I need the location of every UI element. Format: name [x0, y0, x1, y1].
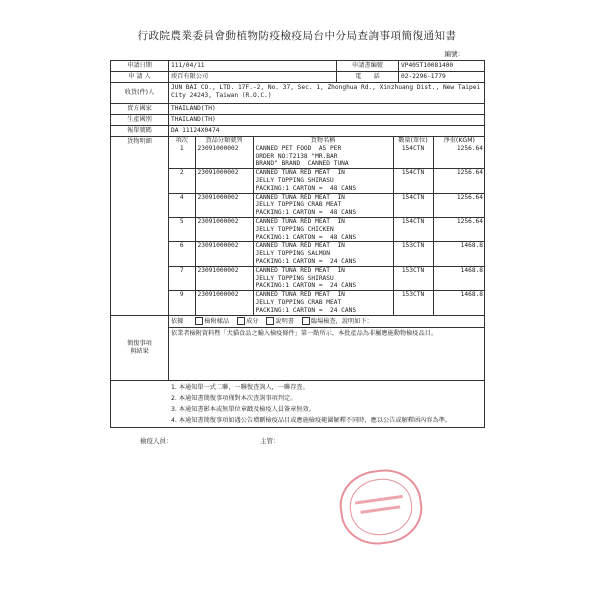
goods-item-no: 6: [169, 242, 195, 266]
goods-qty: 154CTN: [393, 169, 433, 193]
value-origin: THAILAND(TH): [169, 115, 485, 126]
goods-name: [253, 193, 393, 217]
goods-name-line: JELLY TOPPING CHICKEN: [255, 225, 334, 233]
goods-item-no: 1: [169, 145, 195, 169]
note-item: 4. 本通知書簡復事項如遇公告增刪檢疫品目或應施檢疫範圍解釋不同時，應以公告或解釋函內容為準。: [171, 416, 452, 424]
signature-line: [110, 436, 484, 446]
goods-name-line: PACKING:1 CARTON = 24 CANS: [255, 257, 357, 265]
header-goods-name: 貨物名稱: [253, 137, 393, 145]
label-tel: 電 話: [337, 72, 399, 83]
serial-label: 編號：: [444, 50, 464, 58]
row-applicant: [111, 72, 485, 83]
goods-item-no: 2: [169, 169, 195, 193]
goods-table: [169, 137, 485, 315]
goods-header-row: [169, 137, 485, 145]
label-reply: 簡復事項 與結果: [111, 315, 169, 380]
goods-name-line: CANNED TUNA RED MEAT IN: [255, 242, 345, 250]
option-ingredient: 成分: [246, 317, 259, 325]
goods-net-weight: 1256.64: [433, 217, 485, 241]
goods-name-line: BRAND" BRAND CANNED TUNA: [255, 160, 349, 168]
row-seller-country: [111, 104, 485, 115]
goods-name-line: CANNED TUNA RED MEAT IN: [255, 266, 345, 274]
goods-net-weight: 1468.8: [433, 266, 485, 290]
row-reply: [111, 315, 485, 380]
goods-name: [253, 169, 393, 193]
notes-section: [111, 380, 485, 427]
checkbox-sample[interactable]: [195, 317, 203, 325]
notification-document: [110, 28, 484, 446]
label-origin: 生產國別: [111, 115, 169, 126]
goods-qty: 154CTN: [393, 145, 433, 169]
value-applicant: 竣百有限公司: [169, 72, 337, 83]
reply-text: 依業者檢附資料暨「犬貓食品之輸入檢疫條件」第一點所示，本批產品為非屬應施動物檢疫品目。: [171, 329, 438, 337]
reply-basis: 依據: [171, 317, 184, 325]
option-manual: 說明書: [275, 317, 294, 325]
row-origin: [111, 115, 485, 126]
row-recipient: [111, 83, 485, 104]
goods-name-line: JELLY TOPPING SHIRASU: [255, 274, 334, 282]
value-seller-country: THAILAND(TH): [169, 104, 485, 115]
goods-row: [169, 169, 485, 193]
goods-name-line: PACKING:1 CARTON = 48 CANS: [255, 184, 357, 192]
goods-hs-code: 23091000002: [195, 242, 253, 266]
label-applicant: 申 請 人: [111, 72, 169, 83]
goods-name-line: CANNED TUNA RED MEAT IN: [255, 291, 345, 299]
label-report-no: 報單號碼: [111, 126, 169, 137]
value-app-no: VP405T10081400: [399, 61, 485, 72]
goods-name: [253, 242, 393, 266]
goods-net-weight: 1256.64: [433, 193, 485, 217]
goods-name: [253, 217, 393, 241]
value-recipient: JUN BAI CO., LTD. 17F.-2, No. 37, Sec. 1, Zhonghua Rd., Xinzhuang Dist., New Taipei City 24243, Taiwan (R.O.C.): [169, 83, 485, 104]
goods-row: [169, 193, 485, 217]
label-seller-country: 賣方國家: [111, 104, 169, 115]
goods-hs-code: 23091000002: [195, 169, 253, 193]
value-tel: 02-2296-1779: [399, 72, 485, 83]
note-item: 3. 本通知書影本或無單位章戳及檢疫人員簽章無效。: [171, 405, 315, 413]
row-report-no: [111, 126, 485, 137]
header-hs-code: 貨品分類號列: [195, 137, 253, 145]
goods-name-line: ORDER NO:T2138 "MR.BAR: [255, 152, 338, 160]
goods-qty: 153CTN: [393, 242, 433, 266]
row-notes: [111, 380, 485, 427]
goods-item-no: 7: [169, 266, 195, 290]
goods-hs-code: 23091000002: [195, 266, 253, 290]
row-apply-date: [111, 61, 485, 72]
goods-hs-code: 23091000002: [195, 145, 253, 169]
goods-item-no: 9: [169, 291, 195, 315]
goods-hs-code: 23091000002: [195, 291, 253, 315]
label-goods: 貨物明細: [111, 137, 169, 316]
goods-net-weight: 1256.64: [433, 145, 485, 169]
goods-row: [169, 217, 485, 241]
document-title: 行政院農業委員會動植物防疫檢疫局台中分局查詢事項簡復通知書: [137, 30, 457, 42]
goods-name-line: CANNED TUNA RED MEAT IN: [255, 193, 345, 201]
value-apply-date: 111/04/11: [169, 61, 337, 72]
officer-label: 檢疫人員：: [140, 436, 173, 445]
goods-net-weight: 1468.8: [460, 291, 483, 299]
header-net-weight: 淨重(KGM): [443, 137, 475, 144]
checkbox-ingredient[interactable]: [237, 317, 245, 325]
checkbox-inspection[interactable]: [302, 317, 310, 325]
supervisor-label: 主管：: [260, 436, 280, 445]
goods-row: [169, 291, 485, 315]
goods-qty: 154CTN: [393, 217, 433, 241]
goods-item-no: 4: [169, 193, 195, 217]
goods-hs-code: 23091000002: [195, 193, 253, 217]
goods-name-line: PACKING:1 CARTON = 48 CANS: [255, 209, 357, 217]
goods-name-line: JELLY TOPPING SHIRASU: [255, 176, 334, 184]
goods-name: [253, 145, 393, 169]
header-qty: 數量(單位): [393, 137, 433, 145]
goods-qty: 153CTN: [393, 291, 433, 315]
note-item: 2. 本通知書簡復事項僅對本次查詢事項判定。: [171, 394, 297, 402]
goods-name-line: JELLY TOPPING CRAB MEAT: [255, 298, 342, 306]
goods-net-weight: 1468.8: [433, 242, 485, 266]
goods-name-line: CANNED TUNA RED MEAT IN: [255, 169, 345, 177]
label-app-no: 申請書編號: [337, 61, 399, 72]
goods-qty: 154CTN: [393, 193, 433, 217]
label-apply-date: 申請日期: [111, 61, 169, 72]
goods-name-line: CANNED PET FOOD AS PER: [255, 144, 342, 152]
header-item-no: 項次: [169, 137, 195, 145]
main-form-table: [110, 60, 485, 428]
goods-name-line: CANNED TUNA RED MEAT IN: [255, 217, 345, 225]
label-recipient: 收貨(件)人: [111, 83, 169, 104]
goods-net-weight: 1256.64: [433, 169, 485, 193]
goods-row: [169, 145, 485, 169]
goods-name: [253, 291, 393, 315]
goods-name-line: PACKING:1 CARTON = 24 CANS: [255, 306, 357, 314]
goods-row: [169, 242, 485, 266]
goods-name-line: JELLY TOPPING SALMON: [255, 250, 331, 258]
official-seal: [335, 465, 427, 550]
row-goods: [111, 137, 485, 316]
option-inspection: 臨場檢查，說明如下：: [310, 317, 373, 325]
goods-hs-code: 23091000002: [195, 217, 253, 241]
option-sample: 檢附樣品: [204, 317, 230, 325]
note-item: 1. 本通知單一式二聯，一聯復查詢人，一聯存查。: [171, 383, 309, 391]
reply-options: [169, 316, 484, 328]
goods-name-line: PACKING:1 CARTON = 48 CANS: [255, 233, 357, 241]
goods-item-no: 5: [169, 217, 195, 241]
goods-qty: 153CTN: [393, 266, 433, 290]
goods-name-line: PACKING:1 CARTON = 24 CANS: [255, 282, 357, 290]
goods-name-line: JELLY TOPPING CRAB MEAT: [255, 201, 342, 209]
checkbox-manual[interactable]: [266, 317, 274, 325]
value-report-no: DA 11124X0474: [169, 126, 485, 137]
goods-row: [169, 266, 485, 290]
goods-name: [253, 266, 393, 290]
